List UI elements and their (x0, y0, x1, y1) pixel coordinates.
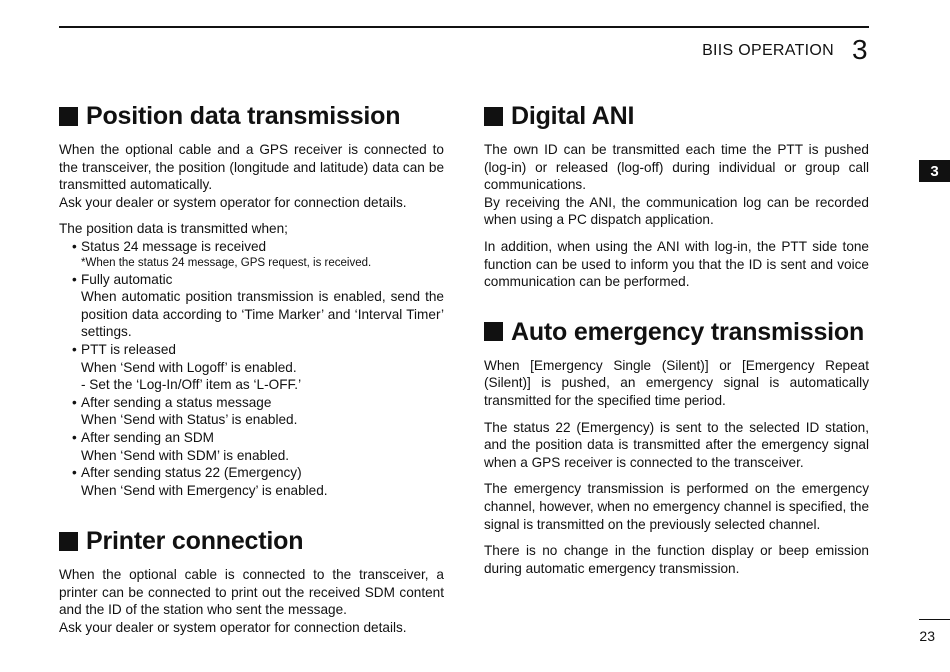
header-rule (59, 26, 869, 28)
footer-rule (919, 619, 950, 620)
list-item: • After sending a status message When ‘Send with Status’ is enabled. (72, 394, 298, 428)
paragraph: The status 22 (Emergency) is sent to the selected ID station, and the position data is transmitted after the emergency signal when a GPS receiver is connected to the transceiver. (484, 419, 869, 470)
list-item: • Fully automatic When automatic position transmission is enabled, send the position data according to ‘Time Marker’ and ‘Interval Timer’ settings. (72, 271, 444, 340)
section-heading-emergency: Auto emergency transmission (484, 316, 869, 348)
right-column (484, 100, 869, 577)
paragraph: When [Emergency Single (Silent)] or [Emergency Repeat (Silent)] is pushed, an emergency signal is automatically transmitted for the specified time period. (484, 357, 869, 408)
paragraph: When the optional cable is connected to the transceiver, a printer can be connected to print out the received SDM content and the ID of the station who sent the message. (59, 567, 444, 618)
list-item: • After sending status 22 (Emergency) When ‘Send with Emergency’ is enabled. (72, 465, 328, 498)
paragraph: Ask your dealer or system operator for connection details. (59, 194, 407, 210)
section-heading-printer: Printer connection (59, 525, 444, 557)
chapter-number: 3 (852, 34, 868, 65)
square-bullet-icon (484, 107, 503, 126)
chapter-tab: 3 (919, 160, 950, 182)
list-item: • PTT is released When ‘Send with Logoff’ is enabled. - Set the ‘Log-In/Off’ item as ‘L-OFF.’ (72, 341, 302, 393)
page-number: 23 (919, 628, 935, 644)
paragraph: The position data is transmitted when; (59, 221, 288, 237)
paragraph: By receiving the ANI, the communication log can be recorded when using a PC dispatch application. (484, 194, 869, 228)
square-bullet-icon (59, 532, 78, 551)
list-item: • Status 24 message is received *When the status 24 message, GPS request, is received. (72, 238, 372, 269)
section-heading-position: Position data transmission (59, 100, 444, 132)
section-heading-ani: Digital ANI (484, 100, 869, 132)
paragraph: In addition, when using the ANI with log-in, the PTT side tone function can be used to inform you that the ID is sent and voice communication can be performed. (484, 238, 869, 290)
paragraph: When the optional cable and a GPS receiver is connected to the transceiver, the position (longitude and latitude) data can be transmitted automatically. (59, 142, 444, 193)
paragraph: There is no change in the function display or beep emission during automatic emergency transmission. (484, 543, 869, 576)
bullet-list (59, 238, 444, 499)
square-bullet-icon (484, 322, 503, 341)
left-column (59, 100, 444, 637)
paragraph: Ask your dealer or system operator for connection details. (59, 620, 407, 636)
paragraph: The emergency transmission is performed on the emergency channel, however, when no emergency channel is specified, the signal is transmitted on the previously selected channel. (484, 481, 869, 532)
header-title: BIIS OPERATION (702, 42, 834, 59)
square-bullet-icon (59, 107, 78, 126)
paragraph: The own ID can be transmitted each time the PTT is pushed (log-in) or released (log-off) during individual or group call communications. (484, 142, 869, 193)
list-item: • After sending an SDM When ‘Send with SDM’ is enabled. (72, 429, 290, 463)
